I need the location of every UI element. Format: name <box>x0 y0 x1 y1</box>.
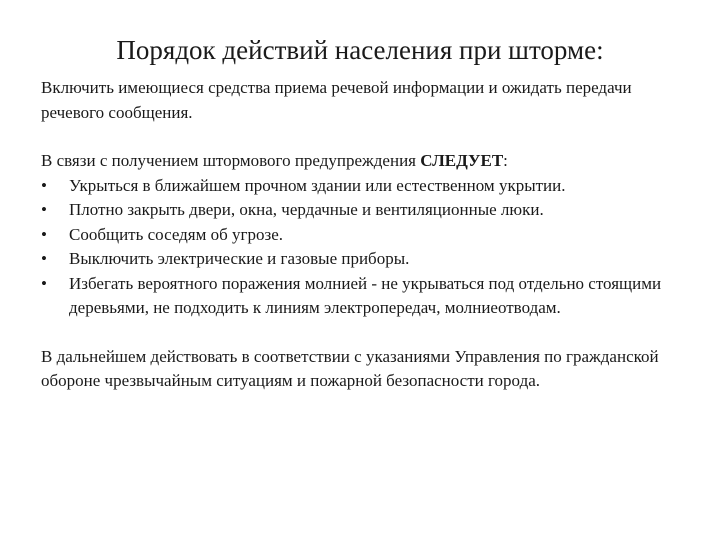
spacer <box>41 321 681 345</box>
list-item-text: Выключить электрические и газовые приборы. <box>69 249 410 268</box>
bullet-icon: • <box>41 249 47 268</box>
bullet-icon: • <box>41 273 47 293</box>
warning-emphasis: СЛЕДУЕТ <box>420 151 504 170</box>
list-item-text: Сообщить соседям об угрозе. <box>69 224 284 244</box>
intro-paragraph: Включить имеющиеся средства приема речевой информации и ожидать передачи речевого сообщения. <box>41 78 632 122</box>
list-item-text: Плотно закрыть двери, окна, чердачные и вентиляционные люки. <box>69 200 544 219</box>
warning-suffix: : <box>503 151 508 170</box>
bullet-icon: • <box>41 224 47 244</box>
warning-prefix: В связи с получением штормового предупреждения <box>41 151 421 170</box>
list-item-text: Укрыться в ближайшем прочном здании или естественном укрытии. <box>69 175 566 195</box>
action-list <box>41 174 681 321</box>
list-item <box>41 247 681 272</box>
list-item <box>41 223 681 248</box>
slide-title: Порядок действий населения при шторме: <box>116 35 604 65</box>
list-item-text: Избегать вероятного поражения молнией - не укрываться под отдельно стоящими деревьями, не подходить к линиям электропередач, молниеотводам. <box>69 273 662 317</box>
list-item <box>41 174 681 199</box>
warning-heading <box>41 149 681 174</box>
bullet-icon: • <box>41 175 47 195</box>
list-item <box>41 198 681 223</box>
slide-body <box>41 76 681 394</box>
closing-paragraph: В дальнейшем действовать в соответствии с указаниями Управления по гражданской обороне чрезвычайным ситуациям и пожарной безопасности города. <box>41 346 659 390</box>
bullet-icon: • <box>41 200 47 219</box>
spacer <box>41 125 681 149</box>
list-item <box>41 272 681 321</box>
